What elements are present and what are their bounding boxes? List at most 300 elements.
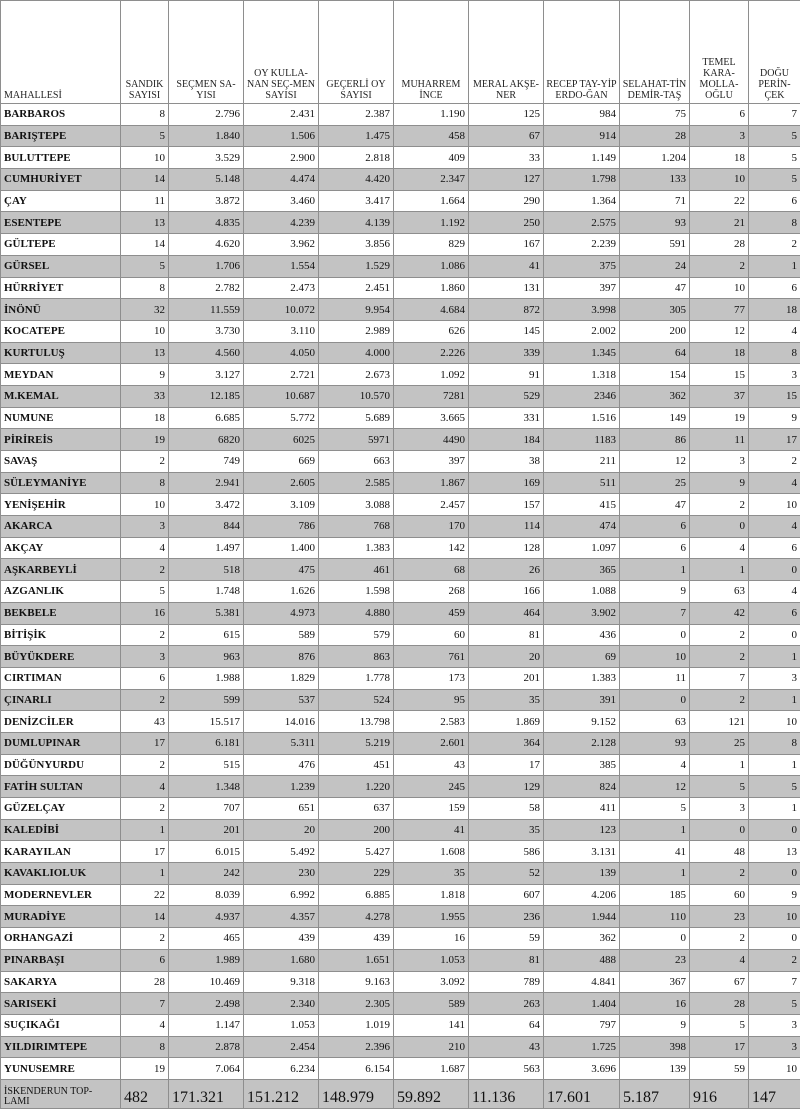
table-cell: 1.190 [394,104,469,126]
table-cell: 16 [394,928,469,950]
table-cell: 1 [620,559,690,581]
table-cell: 2.431 [244,104,319,126]
table-cell: 17 [469,754,544,776]
table-cell: 64 [620,342,690,364]
table-cell: 3 [121,516,169,538]
table-cell: 5 [690,776,749,798]
table-cell: 9 [749,407,800,429]
table-row [1,147,800,169]
table-cell: 768 [319,516,394,538]
table-cell: 9.318 [244,971,319,993]
table-cell: 415 [544,494,620,516]
table-cell: 3.460 [244,190,319,212]
table-cell: 1.829 [244,667,319,689]
table-cell: 3.472 [169,494,244,516]
table-row [1,993,800,1015]
table-row [1,234,800,256]
table-cell: 1.680 [244,949,319,971]
table-cell: 128 [469,537,544,559]
table-cell: 5 [121,255,169,277]
table-cell: 8 [121,472,169,494]
table-cell: 829 [394,234,469,256]
table-cell: 2.941 [169,472,244,494]
table-cell: 1.239 [244,776,319,798]
table-row [1,949,800,971]
table-cell: 0 [620,689,690,711]
table-cell: 149 [620,407,690,429]
table-cell: 4.841 [544,971,620,993]
table-row [1,689,800,711]
table-cell: 15 [749,385,800,407]
table-cell: 2.818 [319,147,394,169]
table-cell: 2346 [544,385,620,407]
table-row [1,299,800,321]
table-cell: 1.626 [244,581,319,603]
table-cell: 37 [690,385,749,407]
table-cell: 290 [469,190,544,212]
table-cell: 5 [749,125,800,147]
table-cell: 10 [749,494,800,516]
table-cell: 1.220 [319,776,394,798]
table-cell: 876 [244,646,319,668]
table-cell: 3.730 [169,320,244,342]
table-row [1,364,800,386]
table-cell: 142 [394,537,469,559]
table-cell: 3 [121,646,169,668]
table-cell: 242 [169,863,244,885]
neighborhood-name: SAKARYA [1,971,121,993]
table-cell: 245 [394,776,469,798]
table-cell: 8 [121,1036,169,1058]
table-cell: 1.497 [169,537,244,559]
table-cell: 35 [469,689,544,711]
table-cell: 9 [749,884,800,906]
table-row [1,472,800,494]
table-cell: 23 [620,949,690,971]
table-cell: 10.469 [169,971,244,993]
table-cell: 18 [690,342,749,364]
table-cell: 7 [749,971,800,993]
table-cell: 1.840 [169,125,244,147]
table-cell: 7 [620,602,690,624]
table-cell: 1.053 [244,1014,319,1036]
table-cell: 114 [469,516,544,538]
table-cell: 86 [620,429,690,451]
table-cell: 436 [544,624,620,646]
table-cell: 385 [544,754,620,776]
table-cell: 5 [749,169,800,191]
table-cell: 5 [690,1014,749,1036]
table-row [1,1036,800,1058]
table-cell: 707 [169,798,244,820]
table-cell: 626 [394,320,469,342]
table-cell: 4.835 [169,212,244,234]
table-cell: 475 [244,559,319,581]
table-cell: 872 [469,299,544,321]
table-cell: 364 [469,732,544,754]
table-cell: 465 [169,928,244,950]
table-cell: 129 [469,776,544,798]
table-cell: 20 [244,819,319,841]
table-row [1,602,800,624]
table-cell: 2.451 [319,277,394,299]
neighborhood-name: SÜLEYMANİYE [1,472,121,494]
table-cell: 2.673 [319,364,394,386]
table-row [1,841,800,863]
table-cell: 6 [620,516,690,538]
table-cell: 43 [394,754,469,776]
table-cell: 7 [749,104,800,126]
neighborhood-name: AŞKARBEYLİ [1,559,121,581]
table-cell: 2.002 [544,320,620,342]
table-cell: 529 [469,385,544,407]
table-cell: 461 [319,559,394,581]
table-cell: 6 [749,277,800,299]
table-cell: 0 [749,624,800,646]
table-cell: 33 [121,385,169,407]
table-cell: 0 [620,928,690,950]
table-cell: 59 [690,1058,749,1080]
table-cell: 1.725 [544,1036,620,1058]
table-cell: 9.954 [319,299,394,321]
neighborhood-name: GÜZELÇAY [1,798,121,820]
table-cell: 13 [121,212,169,234]
table-cell: 3 [749,1014,800,1036]
table-cell: 11 [620,667,690,689]
table-cell: 64 [469,1014,544,1036]
table-cell: 25 [620,472,690,494]
table-row [1,884,800,906]
neighborhood-name: SUÇIKAĞI [1,1014,121,1036]
table-cell: 391 [544,689,620,711]
table-cell: 1.955 [394,906,469,928]
table-cell: 121 [690,711,749,733]
table-cell: 0 [690,516,749,538]
table-cell: 451 [319,754,394,776]
table-cell: 125 [469,104,544,126]
table-cell: 607 [469,884,544,906]
total-cell: 151.212 [244,1079,319,1108]
table-cell: 1.944 [544,906,620,928]
table-cell: 69 [544,646,620,668]
table-cell: 18 [690,147,749,169]
table-cell: 591 [620,234,690,256]
table-row [1,819,800,841]
table-cell: 1 [121,819,169,841]
table-cell: 52 [469,863,544,885]
table-cell: 3.856 [319,234,394,256]
table-cell: 200 [620,320,690,342]
table-cell: 1 [749,689,800,711]
neighborhood-name: ORHANGAZİ [1,928,121,950]
table-cell: 6 [749,190,800,212]
table-cell: 3.696 [544,1058,620,1080]
table-cell: 439 [319,928,394,950]
table-cell: 71 [620,190,690,212]
table-cell: 2.605 [244,472,319,494]
table-cell: 2 [690,689,749,711]
table-cell: 9 [690,472,749,494]
table-cell: 6 [690,104,749,126]
table-cell: 1.383 [544,667,620,689]
table-row [1,125,800,147]
table-cell: 2.305 [319,993,394,1015]
table-cell: 4.206 [544,884,620,906]
table-cell: 35 [394,863,469,885]
table-cell: 3.962 [244,234,319,256]
table-cell: 63 [690,581,749,603]
table-cell: 17 [749,429,800,451]
table-cell: 41 [469,255,544,277]
table-cell: 1.706 [169,255,244,277]
table-cell: 1.086 [394,255,469,277]
table-cell: 2.387 [319,104,394,126]
table-cell: 5 [620,798,690,820]
table-cell: 2 [121,754,169,776]
table-cell: 1.097 [544,537,620,559]
table-row [1,342,800,364]
table-cell: 2 [749,949,800,971]
table-cell: 22 [121,884,169,906]
table-cell: 11 [690,429,749,451]
table-cell: 38 [469,451,544,473]
table-cell: 25 [690,732,749,754]
table-cell: 3 [690,125,749,147]
table-cell: 10 [690,169,749,191]
table-cell: 2.128 [544,732,620,754]
table-cell: 4.560 [169,342,244,364]
table-row [1,1058,800,1080]
table-cell: 8 [121,104,169,126]
table-cell: 230 [244,863,319,885]
table-cell: 5 [749,993,800,1015]
table-cell: 5.219 [319,732,394,754]
neighborhood-name: KAVAKLIOLUK [1,863,121,885]
table-cell: 10 [749,906,800,928]
table-cell: 93 [620,732,690,754]
table-row [1,451,800,473]
total-label: İSKENDERUN TOP-LAMI [1,1079,121,1108]
table-cell: 1.651 [319,949,394,971]
table-cell: 2 [690,494,749,516]
total-row [1,1079,800,1108]
table-cell: 6 [620,537,690,559]
table-cell: 1.147 [169,1014,244,1036]
neighborhood-name: GÜRSEL [1,255,121,277]
total-cell: 148.979 [319,1079,394,1108]
table-cell: 17 [121,732,169,754]
table-cell: 2.900 [244,147,319,169]
table-cell: 7 [121,993,169,1015]
table-cell: 663 [319,451,394,473]
table-cell: 13 [749,841,800,863]
table-cell: 2.347 [394,169,469,191]
table-cell: 210 [394,1036,469,1058]
table-cell: 3.088 [319,494,394,516]
table-cell: 984 [544,104,620,126]
table-cell: 863 [319,646,394,668]
table-cell: 8.039 [169,884,244,906]
column-header-ballot-boxes: SANDIK SAYISI [121,1,169,104]
table-cell: 43 [469,1036,544,1058]
table-cell: 1 [690,559,749,581]
table-cell: 3 [690,451,749,473]
table-cell: 464 [469,602,544,624]
table-cell: 459 [394,602,469,624]
table-cell: 5.772 [244,407,319,429]
table-cell: 2.239 [544,234,620,256]
neighborhood-name: DENİZCİLER [1,711,121,733]
table-cell: 1 [749,754,800,776]
table-cell: 1.608 [394,841,469,863]
table-cell: 0 [749,863,800,885]
table-cell: 2.878 [169,1036,244,1058]
table-cell: 331 [469,407,544,429]
table-cell: 5.427 [319,841,394,863]
table-cell: 4.880 [319,602,394,624]
table-cell: 6820 [169,429,244,451]
table-cell: 13.798 [319,711,394,733]
table-cell: 4 [749,581,800,603]
table-cell: 2 [121,559,169,581]
table-cell: 4.937 [169,906,244,928]
table-cell: 4.620 [169,234,244,256]
table-row [1,516,800,538]
table-cell: 23 [690,906,749,928]
table-cell: 1 [749,646,800,668]
table-cell: 1.475 [319,125,394,147]
table-cell: 1.778 [319,667,394,689]
table-cell: 3.131 [544,841,620,863]
table-cell: 589 [394,993,469,1015]
table-cell: 515 [169,754,244,776]
table-cell: 1 [620,819,690,841]
table-cell: 141 [394,1014,469,1036]
table-cell: 67 [690,971,749,993]
table-cell: 637 [319,798,394,820]
neighborhood-name: BARBAROS [1,104,121,126]
table-cell: 4.474 [244,169,319,191]
table-cell: 0 [749,559,800,581]
table-cell: 28 [121,971,169,993]
table-cell: 48 [690,841,749,863]
table-cell: 524 [319,689,394,711]
table-cell: 789 [469,971,544,993]
table-cell: 19 [121,1058,169,1080]
table-cell: 0 [620,624,690,646]
table-cell: 250 [469,212,544,234]
table-cell: 4.420 [319,169,394,191]
table-cell: 6 [749,602,800,624]
table-cell: 14 [121,906,169,928]
table-cell: 12.185 [169,385,244,407]
table-cell: 28 [620,125,690,147]
table-cell: 1.345 [544,342,620,364]
table-cell: 2 [121,798,169,820]
table-row [1,732,800,754]
table-cell: 1.798 [544,169,620,191]
table-cell: 4.050 [244,342,319,364]
neighborhood-name: YILDIRIMTEPE [1,1036,121,1058]
table-row [1,667,800,689]
table-cell: 2.721 [244,364,319,386]
table-cell: 10.687 [244,385,319,407]
table-cell: 110 [620,906,690,928]
neighborhood-name: SAVAŞ [1,451,121,473]
table-cell: 1.687 [394,1058,469,1080]
table-cell: 11 [121,190,169,212]
table-cell: 6.154 [319,1058,394,1080]
table-cell: 10 [121,494,169,516]
table-cell: 184 [469,429,544,451]
neighborhood-name: BARIŞTEPE [1,125,121,147]
table-cell: 6 [121,949,169,971]
table-cell: 139 [620,1058,690,1080]
table-cell: 5.148 [169,169,244,191]
table-cell: 5.492 [244,841,319,863]
table-cell: 63 [620,711,690,733]
table-cell: 1.019 [319,1014,394,1036]
table-cell: 0 [749,819,800,841]
table-cell: 47 [620,494,690,516]
table-cell: 1.364 [544,190,620,212]
table-cell: 2.473 [244,277,319,299]
table-cell: 749 [169,451,244,473]
total-cell: 916 [690,1079,749,1108]
table-cell: 4 [690,537,749,559]
table-cell: 411 [544,798,620,820]
table-cell: 797 [544,1014,620,1036]
table-cell: 91 [469,364,544,386]
table-cell: 3.998 [544,299,620,321]
table-cell: 5.689 [319,407,394,429]
table-cell: 397 [544,277,620,299]
table-row [1,928,800,950]
neighborhood-name: DÜĞÜNYURDU [1,754,121,776]
table-cell: 1 [620,863,690,885]
table-cell: 4.278 [319,906,394,928]
table-cell: 14 [121,169,169,191]
table-cell: 1 [690,754,749,776]
table-cell: 28 [690,993,749,1015]
table-cell: 1.404 [544,993,620,1015]
table-row [1,190,800,212]
neighborhood-name: SARISEKİ [1,993,121,1015]
table-cell: 6025 [244,429,319,451]
table-cell: 1.748 [169,581,244,603]
table-cell: 157 [469,494,544,516]
table-cell: 5.381 [169,602,244,624]
table-cell: 4490 [394,429,469,451]
table-cell: 3 [749,1036,800,1058]
table-cell: 2 [749,234,800,256]
table-cell: 1.383 [319,537,394,559]
table-cell: 2 [690,646,749,668]
neighborhood-name: M.KEMAL [1,385,121,407]
table-cell: 17 [121,841,169,863]
table-cell: 8 [749,732,800,754]
table-cell: 3.872 [169,190,244,212]
total-cell: 17.601 [544,1079,620,1108]
table-cell: 10 [749,1058,800,1080]
table-cell: 488 [544,949,620,971]
column-header-candidate: TEMEL KARA-MOLLA-OĞLU [690,1,749,104]
table-cell: 537 [244,689,319,711]
table-row [1,255,800,277]
table-cell: 2 [121,624,169,646]
table-cell: 6 [121,667,169,689]
table-cell: 93 [620,212,690,234]
